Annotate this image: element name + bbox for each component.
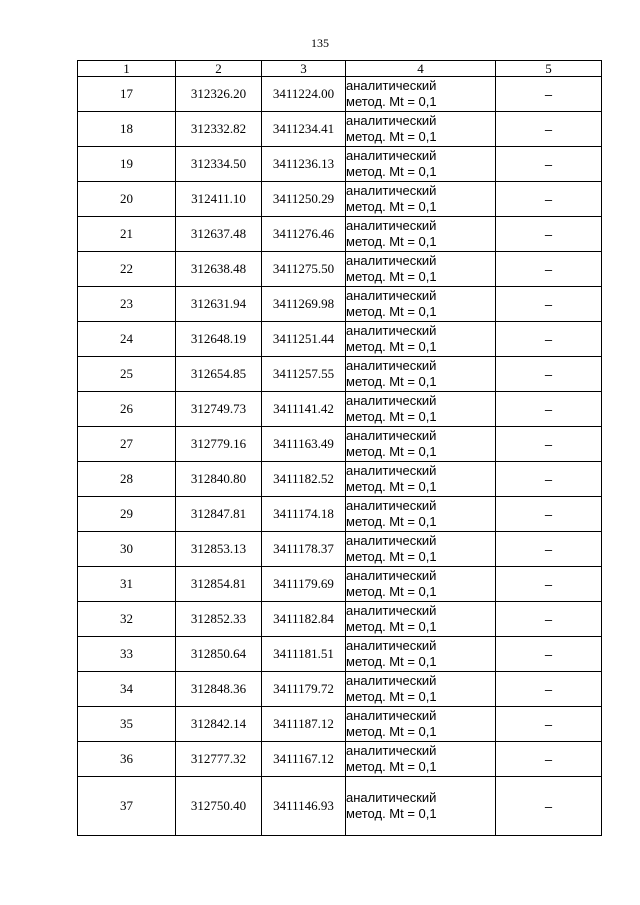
method-line-2: метод. Mt = 0,1 <box>346 514 437 529</box>
table-row <box>78 707 602 742</box>
table-row <box>78 427 602 462</box>
x-coordinate: 312326.20 <box>176 77 262 112</box>
x-coordinate: 312334.50 <box>176 147 262 182</box>
empty-value-dash: – <box>496 147 602 182</box>
point-number: 36 <box>78 742 176 777</box>
y-coordinate: 3411178.37 <box>262 532 346 567</box>
point-number: 21 <box>78 217 176 252</box>
method-cell <box>346 322 496 357</box>
x-coordinate: 312853.13 <box>176 532 262 567</box>
y-coordinate: 3411182.84 <box>262 602 346 637</box>
method-cell <box>346 182 496 217</box>
header-cell: 3 <box>262 61 346 77</box>
method-line-1: аналитический <box>346 78 437 93</box>
point-number: 33 <box>78 637 176 672</box>
method-cell <box>346 567 496 602</box>
table-row <box>78 77 602 112</box>
y-coordinate: 3411276.46 <box>262 217 346 252</box>
empty-value-dash: – <box>496 707 602 742</box>
empty-value-dash: – <box>496 497 602 532</box>
point-number: 35 <box>78 707 176 742</box>
empty-value-dash: – <box>496 567 602 602</box>
table-row <box>78 532 602 567</box>
method-line-1: аналитический <box>346 638 437 653</box>
point-number: 22 <box>78 252 176 287</box>
y-coordinate: 3411179.72 <box>262 672 346 707</box>
method-line-2: метод. Mt = 0,1 <box>346 444 437 459</box>
x-coordinate: 312850.64 <box>176 637 262 672</box>
empty-value-dash: – <box>496 217 602 252</box>
y-coordinate: 3411236.13 <box>262 147 346 182</box>
empty-value-dash: – <box>496 112 602 147</box>
method-line-2: метод. Mt = 0,1 <box>346 479 437 494</box>
table-row <box>78 497 602 532</box>
method-line-2: метод. Mt = 0,1 <box>346 164 437 179</box>
y-coordinate: 3411167.12 <box>262 742 346 777</box>
table-body <box>78 77 602 836</box>
method-cell <box>346 77 496 112</box>
method-line-1: аналитический <box>346 253 437 268</box>
point-number: 25 <box>78 357 176 392</box>
empty-value-dash: – <box>496 532 602 567</box>
method-line-1: аналитический <box>346 113 437 128</box>
method-line-2: метод. Mt = 0,1 <box>346 724 437 739</box>
method-cell <box>346 462 496 497</box>
empty-value-dash: – <box>496 602 602 637</box>
empty-value-dash: – <box>496 287 602 322</box>
table-row <box>78 567 602 602</box>
method-line-2: метод. Mt = 0,1 <box>346 689 437 704</box>
empty-value-dash: – <box>496 392 602 427</box>
y-coordinate: 3411250.29 <box>262 182 346 217</box>
table-row <box>78 112 602 147</box>
method-line-2: метод. Mt = 0,1 <box>346 654 437 669</box>
point-number: 23 <box>78 287 176 322</box>
point-number: 28 <box>78 462 176 497</box>
header-cell: 5 <box>496 61 602 77</box>
table-row <box>78 252 602 287</box>
method-line-2: метод. Mt = 0,1 <box>346 409 437 424</box>
empty-value-dash: – <box>496 252 602 287</box>
point-number: 31 <box>78 567 176 602</box>
empty-value-dash: – <box>496 637 602 672</box>
method-line-1: аналитический <box>346 393 437 408</box>
method-cell <box>346 287 496 322</box>
x-coordinate: 312842.14 <box>176 707 262 742</box>
empty-value-dash: – <box>496 182 602 217</box>
method-line-2: метод. Mt = 0,1 <box>346 269 437 284</box>
empty-value-dash: – <box>496 322 602 357</box>
method-line-1: аналитический <box>346 603 437 618</box>
method-line-1: аналитический <box>346 568 437 583</box>
method-line-2: метод. Mt = 0,1 <box>346 584 437 599</box>
point-number: 27 <box>78 427 176 462</box>
method-line-2: метод. Mt = 0,1 <box>346 806 437 821</box>
method-line-2: метод. Mt = 0,1 <box>346 234 437 249</box>
method-line-1: аналитический <box>346 183 437 198</box>
y-coordinate: 3411224.00 <box>262 77 346 112</box>
method-cell <box>346 707 496 742</box>
method-line-2: метод. Mt = 0,1 <box>346 339 437 354</box>
method-cell <box>346 672 496 707</box>
table-row <box>78 392 602 427</box>
x-coordinate: 312411.10 <box>176 182 262 217</box>
method-cell <box>346 532 496 567</box>
table-row <box>78 217 602 252</box>
x-coordinate: 312777.32 <box>176 742 262 777</box>
x-coordinate: 312631.94 <box>176 287 262 322</box>
empty-value-dash: – <box>496 357 602 392</box>
method-line-1: аналитический <box>346 463 437 478</box>
empty-value-dash: – <box>496 77 602 112</box>
table-row <box>78 182 602 217</box>
y-coordinate: 3411146.93 <box>262 777 346 836</box>
method-cell <box>346 427 496 462</box>
method-line-2: метод. Mt = 0,1 <box>346 549 437 564</box>
point-number: 18 <box>78 112 176 147</box>
table-row <box>78 742 602 777</box>
y-coordinate: 3411174.18 <box>262 497 346 532</box>
empty-value-dash: – <box>496 777 602 836</box>
page-number: 135 <box>311 36 329 50</box>
y-coordinate: 3411275.50 <box>262 252 346 287</box>
y-coordinate: 3411163.49 <box>262 427 346 462</box>
method-cell <box>346 602 496 637</box>
method-cell <box>346 392 496 427</box>
table-row <box>78 322 602 357</box>
x-coordinate: 312637.48 <box>176 217 262 252</box>
method-cell <box>346 497 496 532</box>
x-coordinate: 312779.16 <box>176 427 262 462</box>
x-coordinate: 312840.80 <box>176 462 262 497</box>
point-number: 34 <box>78 672 176 707</box>
y-coordinate: 3411179.69 <box>262 567 346 602</box>
empty-value-dash: – <box>496 742 602 777</box>
table-row <box>78 357 602 392</box>
y-coordinate: 3411182.52 <box>262 462 346 497</box>
x-coordinate: 312847.81 <box>176 497 262 532</box>
header-cell: 1 <box>78 61 176 77</box>
header-cell: 4 <box>346 61 496 77</box>
method-line-1: аналитический <box>346 673 437 688</box>
point-number: 26 <box>78 392 176 427</box>
method-cell <box>346 777 496 836</box>
point-number: 24 <box>78 322 176 357</box>
x-coordinate: 312638.48 <box>176 252 262 287</box>
method-line-1: аналитический <box>346 708 437 723</box>
method-line-1: аналитический <box>346 323 437 338</box>
method-line-1: аналитический <box>346 428 437 443</box>
empty-value-dash: – <box>496 462 602 497</box>
method-cell <box>346 147 496 182</box>
point-number: 19 <box>78 147 176 182</box>
y-coordinate: 3411257.55 <box>262 357 346 392</box>
empty-value-dash: – <box>496 427 602 462</box>
method-line-2: метод. Mt = 0,1 <box>346 304 437 319</box>
method-line-1: аналитический <box>346 498 437 513</box>
method-line-1: аналитический <box>346 743 437 758</box>
method-line-2: метод. Mt = 0,1 <box>346 759 437 774</box>
x-coordinate: 312852.33 <box>176 602 262 637</box>
point-number: 32 <box>78 602 176 637</box>
x-coordinate: 312654.85 <box>176 357 262 392</box>
point-number: 30 <box>78 532 176 567</box>
point-number: 29 <box>78 497 176 532</box>
method-line-2: метод. Mt = 0,1 <box>346 374 437 389</box>
method-line-2: метод. Mt = 0,1 <box>346 199 437 214</box>
x-coordinate: 312648.19 <box>176 322 262 357</box>
method-cell <box>346 252 496 287</box>
point-number: 17 <box>78 77 176 112</box>
method-line-2: метод. Mt = 0,1 <box>346 94 437 109</box>
x-coordinate: 312848.36 <box>176 672 262 707</box>
header-row <box>78 61 602 77</box>
y-coordinate: 3411187.12 <box>262 707 346 742</box>
x-coordinate: 312332.82 <box>176 112 262 147</box>
table-row <box>78 602 602 637</box>
y-coordinate: 3411269.98 <box>262 287 346 322</box>
table-row <box>78 147 602 182</box>
table-row <box>78 287 602 322</box>
x-coordinate: 312854.81 <box>176 567 262 602</box>
method-cell <box>346 112 496 147</box>
method-line-1: аналитический <box>346 533 437 548</box>
method-line-1: аналитический <box>346 288 437 303</box>
point-number: 37 <box>78 777 176 836</box>
method-cell <box>346 217 496 252</box>
method-cell <box>346 357 496 392</box>
y-coordinate: 3411141.42 <box>262 392 346 427</box>
empty-value-dash: – <box>496 672 602 707</box>
x-coordinate: 312750.40 <box>176 777 262 836</box>
header-cell: 2 <box>176 61 262 77</box>
method-line-2: метод. Mt = 0,1 <box>346 619 437 634</box>
y-coordinate: 3411181.51 <box>262 637 346 672</box>
method-cell <box>346 742 496 777</box>
method-line-1: аналитический <box>346 148 437 163</box>
coordinates-table <box>77 60 602 836</box>
method-cell <box>346 637 496 672</box>
method-line-1: аналитический <box>346 218 437 233</box>
table-row <box>78 462 602 497</box>
table-row <box>78 777 602 836</box>
y-coordinate: 3411234.41 <box>262 112 346 147</box>
x-coordinate: 312749.73 <box>176 392 262 427</box>
point-number: 20 <box>78 182 176 217</box>
method-line-1: аналитический <box>346 790 437 805</box>
method-line-1: аналитический <box>346 358 437 373</box>
y-coordinate: 3411251.44 <box>262 322 346 357</box>
table-row <box>78 637 602 672</box>
method-line-2: метод. Mt = 0,1 <box>346 129 437 144</box>
table-row <box>78 672 602 707</box>
